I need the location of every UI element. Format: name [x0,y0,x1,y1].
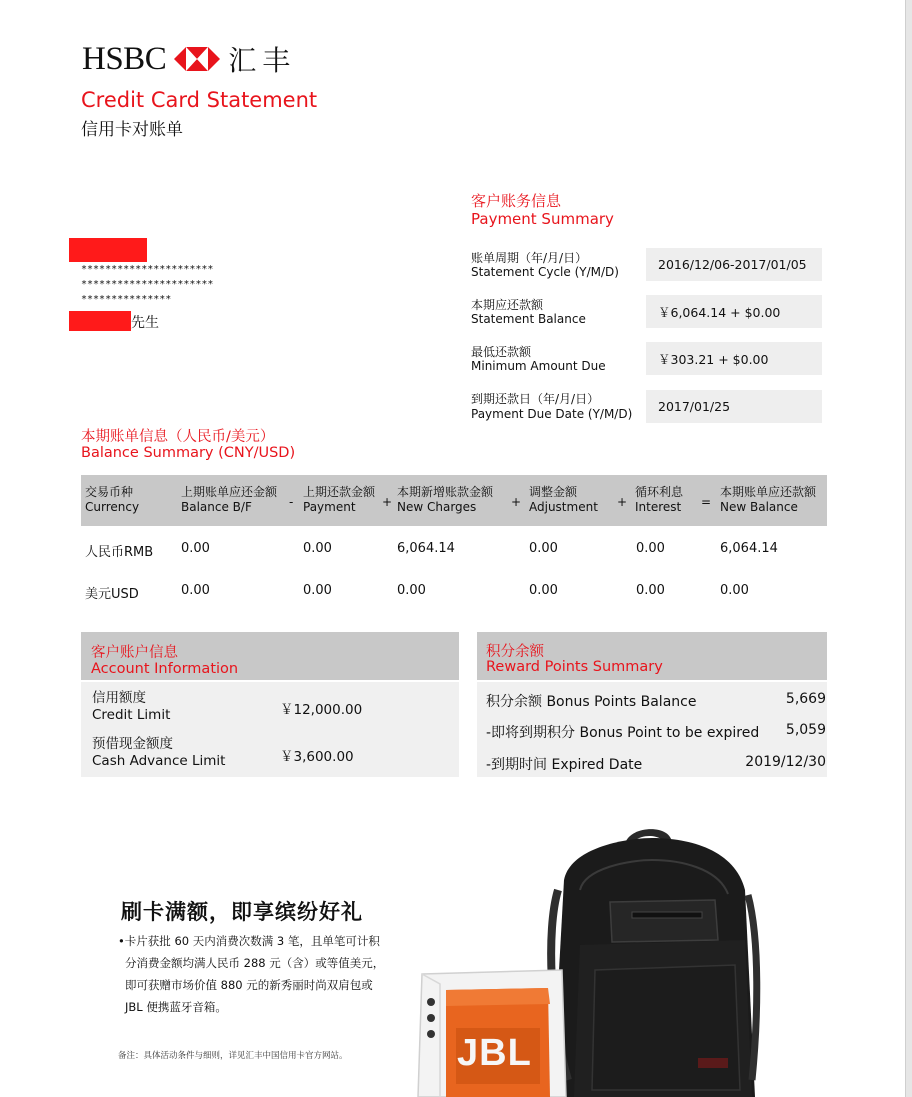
balance-summary-title-en: Balance Summary (CNY/USD) [81,445,296,461]
rmb-new-charges: 6,064.14 [397,541,455,556]
usd-payment: 0.00 [303,583,332,598]
backpack-image [540,820,765,1097]
reward-points-title-cn: 积分余额 [486,644,544,660]
redacted-name-block [69,238,147,262]
credit-limit-value: ￥12,000.00 [280,702,363,718]
page-edge [905,0,912,1097]
due-date-value: 2017/01/25 [646,390,822,423]
cash-advance-label: 预借现金额度 Cash Advance Limit [92,736,226,769]
due-date-label-en: Payment Due Date (Y/M/D) [471,407,633,421]
statement-cycle-label-en: Statement Cycle (Y/M/D) [471,265,619,279]
col-balance-bf: 上期账单应还金额 Balance B/F [181,485,278,514]
col-new-balance: 本期账单应还款额 New Balance [720,485,817,514]
rmb-balance-bf: 0.00 [181,541,210,556]
promo-note: 备注：具体活动条件与细则，详见汇丰中国信用卡官方网站。 [118,1051,348,1061]
account-info-title-en: Account Information [91,661,239,677]
statement-cycle-label-cn: 账单周期（年/月/日） [471,251,588,265]
col-currency: 交易币种 Currency [85,485,140,514]
hsbc-logo [82,40,296,78]
rmb-new-balance: 6,064.14 [720,541,778,556]
promo-text: •卡片获批 60 天内消费次数满 3 笔，且单笔可计积 分消费金额均满人民币 288 元（含）或等值美元， 即可获赠市场价值 880 元的新秀丽时尚双肩包或 JBL 便携蓝牙音箱。 [118,934,385,1014]
operator-equals: = [701,495,712,509]
statement-title-cn: 信用卡对账单 [81,120,183,140]
logo-text: HSBC [82,40,167,77]
logo-cn-text: 汇丰 [228,44,297,77]
statement-cycle-value: 2016/12/06-2017/01/05 [646,248,822,281]
usd-new-balance: 0.00 [720,583,749,598]
operator-minus: - [289,495,294,509]
credit-limit-label: 信用额度 Credit Limit [92,690,171,723]
minimum-due-label-cn: 最低还款额 [471,345,532,359]
usd-adjustment: 0.00 [529,583,558,598]
account-info-body [81,682,459,777]
hsbc-hexagon-icon [174,47,220,71]
bonus-points-label: 积分余额 Bonus Points Balance [486,694,697,710]
account-info-header [81,632,459,680]
statement-balance-label-cn: 本期应还款额 [471,298,544,312]
col-interest: 循环利息 Interest [635,485,684,514]
expiring-points-value: 5,059 [785,722,826,738]
operator-plus-3: + [617,495,628,509]
balance-table-header [81,475,827,526]
payment-summary-title-en: Payment Summary [471,210,614,228]
reward-points-body [477,682,827,777]
jbl-logo-text: JBL [457,1032,532,1074]
salutation: 先生 [131,315,159,331]
address-line-3: *************** [81,294,172,305]
reward-points-header [477,632,827,680]
col-payment: 上期还款金额 Payment [303,485,376,514]
bonus-points-value: 5,669 [785,691,826,707]
col-new-charges: 本期新增账款金额 New Charges [397,485,494,514]
statement-balance-label-en: Statement Balance [471,312,586,326]
usd-balance-bf: 0.00 [181,583,210,598]
rmb-payment: 0.00 [303,541,332,556]
balance-summary-title-cn: 本期账单信息（人民币/美元） [81,429,275,445]
statement-title-en: Credit Card Statement [81,88,318,112]
rmb-interest: 0.00 [636,541,665,556]
usd-interest: 0.00 [636,583,665,598]
redacted-surname-block [69,311,131,331]
statement-balance-value: ￥6,064.14 + $0.00 [646,295,822,328]
operator-plus-1: + [382,495,393,509]
minimum-due-label-en: Minimum Amount Due [471,359,606,373]
expired-date-label: -到期时间 Expired Date [486,757,643,773]
address-line-2: ********************** [81,279,214,290]
expired-date-value: 2019/12/30 [745,754,826,770]
account-info-title-cn: 客户账户信息 [91,645,178,661]
cash-advance-value: ￥3,600.00 [280,749,354,765]
usd-currency: 美元USD [85,587,139,602]
rmb-adjustment: 0.00 [529,541,558,556]
expiring-points-label: -即将到期积分 Bonus Point to be expired [486,725,760,741]
reward-points-title-en: Reward Points Summary [486,659,663,675]
payment-summary-title-cn: 客户账务信息 [471,192,562,210]
promo-title: 刷卡满额，即享缤纷好礼 [121,900,363,924]
usd-new-charges: 0.00 [397,583,426,598]
col-adjustment: 调整金额 Adjustment [529,485,598,514]
minimum-due-value: ￥303.21 + $0.00 [646,342,822,375]
due-date-label-cn: 到期还款日（年/月/日） [471,392,600,406]
rmb-currency: 人民币RMB [85,545,154,560]
operator-plus-2: + [511,495,522,509]
address-line-1: ********************** [81,264,214,275]
